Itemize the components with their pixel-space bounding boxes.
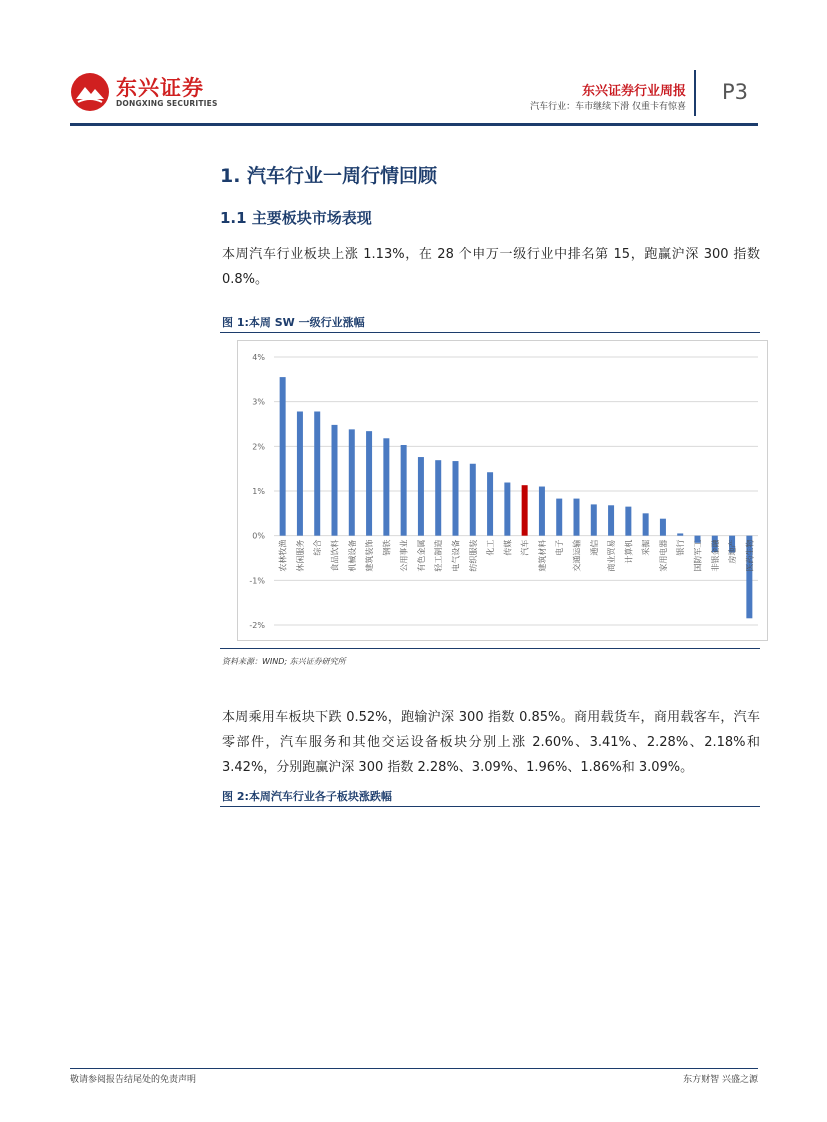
figure-1-source: 资料来源：WIND; 东兴证券研究所	[222, 657, 346, 666]
figure-1-bottom-rule	[220, 648, 760, 649]
bar	[418, 457, 424, 536]
figure-2-top-rule	[220, 806, 760, 807]
bar	[383, 438, 389, 535]
figure-1-title: 图 1:本周 SW 一级行业涨幅	[222, 316, 365, 329]
x-category-label: 医药生物	[745, 539, 755, 572]
x-category-label: 国防军工	[693, 539, 703, 572]
bar	[332, 425, 338, 536]
header-divider	[694, 70, 696, 116]
paragraph-subsector-summary: 本周乘用车板块下跌 0.52%，跑输沪深 300 指数 0.85%。商用载货车，商用载客车，汽车零部件，汽车服务和其他交运设备板块分别上涨 2.60%、3.41%、2.28%、2.18%和 3.42%，分别跑赢沪深 300 指数 2.28%、3.09%、1.96%、1.86%和 3.09%。	[222, 710, 760, 775]
x-category-label: 采掘	[641, 539, 651, 556]
bar	[643, 513, 649, 535]
x-category-label: 轻工制造	[434, 539, 444, 572]
x-category-label: 交通运输	[572, 539, 582, 572]
x-category-label: 建筑材料	[537, 539, 547, 572]
x-category-label: 建筑装饰	[365, 539, 375, 572]
bar	[591, 504, 597, 535]
logo-text: 东兴证券	[116, 76, 204, 100]
x-category-label: 传媒	[503, 539, 513, 556]
report-subtitle: 汽车行业：车市继续下滑 仅重卡有惊喜	[530, 102, 686, 112]
bar	[608, 505, 614, 535]
x-category-label: 电气设备	[451, 539, 461, 572]
x-category-label: 有色金属	[416, 539, 426, 572]
disclaimer-note: 敬请参阅报告结尾处的免责声明	[70, 1075, 197, 1085]
x-category-label: 房地产	[728, 539, 738, 564]
y-tick-label: 0%	[252, 531, 265, 541]
bar	[280, 377, 286, 536]
x-category-label: 纺织服装	[468, 539, 478, 572]
bar	[470, 464, 476, 536]
figure-2-title: 图 2:本周汽车行业各子板块涨跌幅	[222, 790, 392, 803]
x-category-label: 钢铁	[382, 539, 392, 556]
x-category-label: 机械设备	[347, 539, 357, 572]
x-category-label: 农林牧渔	[278, 539, 288, 572]
figure-1-top-rule	[220, 332, 760, 333]
x-category-label: 化工	[486, 539, 496, 556]
y-tick-label: 4%	[252, 353, 265, 362]
x-category-label: 家用电器	[658, 539, 668, 572]
dongxing-logo-icon	[70, 72, 110, 112]
y-tick-label: -2%	[249, 621, 265, 630]
header-rule	[70, 123, 758, 126]
paragraph-industry-summary: 本周汽车行业板块上涨 1.13%，在 28 个申万一级行业中排名第 15，跑赢沪深 300 指数 0.8%。	[222, 247, 760, 287]
x-category-label: 银行	[676, 539, 686, 556]
bar	[660, 519, 666, 536]
bar	[677, 533, 683, 535]
bar	[487, 472, 493, 535]
x-category-label: 食品饮料	[330, 539, 340, 572]
y-tick-label: 1%	[252, 487, 265, 496]
bar	[522, 485, 528, 535]
bar	[349, 429, 355, 535]
y-tick-label: 3%	[252, 397, 265, 407]
bar	[556, 499, 562, 536]
x-category-label: 非银金融	[710, 539, 720, 572]
x-category-label: 公用事业	[399, 539, 409, 572]
bar	[435, 460, 441, 535]
bar	[539, 487, 545, 536]
x-category-label: 休闲服务	[295, 539, 305, 572]
x-category-label: 综合	[313, 539, 323, 556]
x-category-label: 电子	[555, 539, 565, 556]
x-category-label: 商业贸易	[607, 539, 617, 572]
y-tick-label: -1%	[249, 576, 265, 586]
bar	[453, 461, 459, 536]
bar	[314, 411, 320, 535]
footer-slogan: 东方财智 兴盛之源	[683, 1075, 758, 1085]
x-category-label: 通信	[589, 539, 599, 556]
report-series-title: 东兴证券行业周报	[581, 84, 686, 99]
bar	[504, 483, 510, 536]
page-number: P3	[722, 80, 749, 104]
industry-bar-chart	[237, 340, 768, 641]
x-category-label: 计算机	[624, 539, 634, 564]
bar	[366, 431, 372, 536]
y-tick-label: 2%	[252, 442, 265, 452]
bar	[401, 445, 407, 536]
logo-subtext: DONGXING SECURITIES	[116, 99, 218, 108]
section-heading: 1. 汽车行业一周行情回顾	[220, 165, 438, 187]
bar	[625, 507, 631, 536]
bar	[574, 499, 580, 536]
bar	[297, 411, 303, 535]
subsection-heading: 1.1 主要板块市场表现	[220, 209, 372, 227]
footer-rule	[70, 1068, 758, 1069]
x-category-label: 汽车	[520, 539, 530, 556]
